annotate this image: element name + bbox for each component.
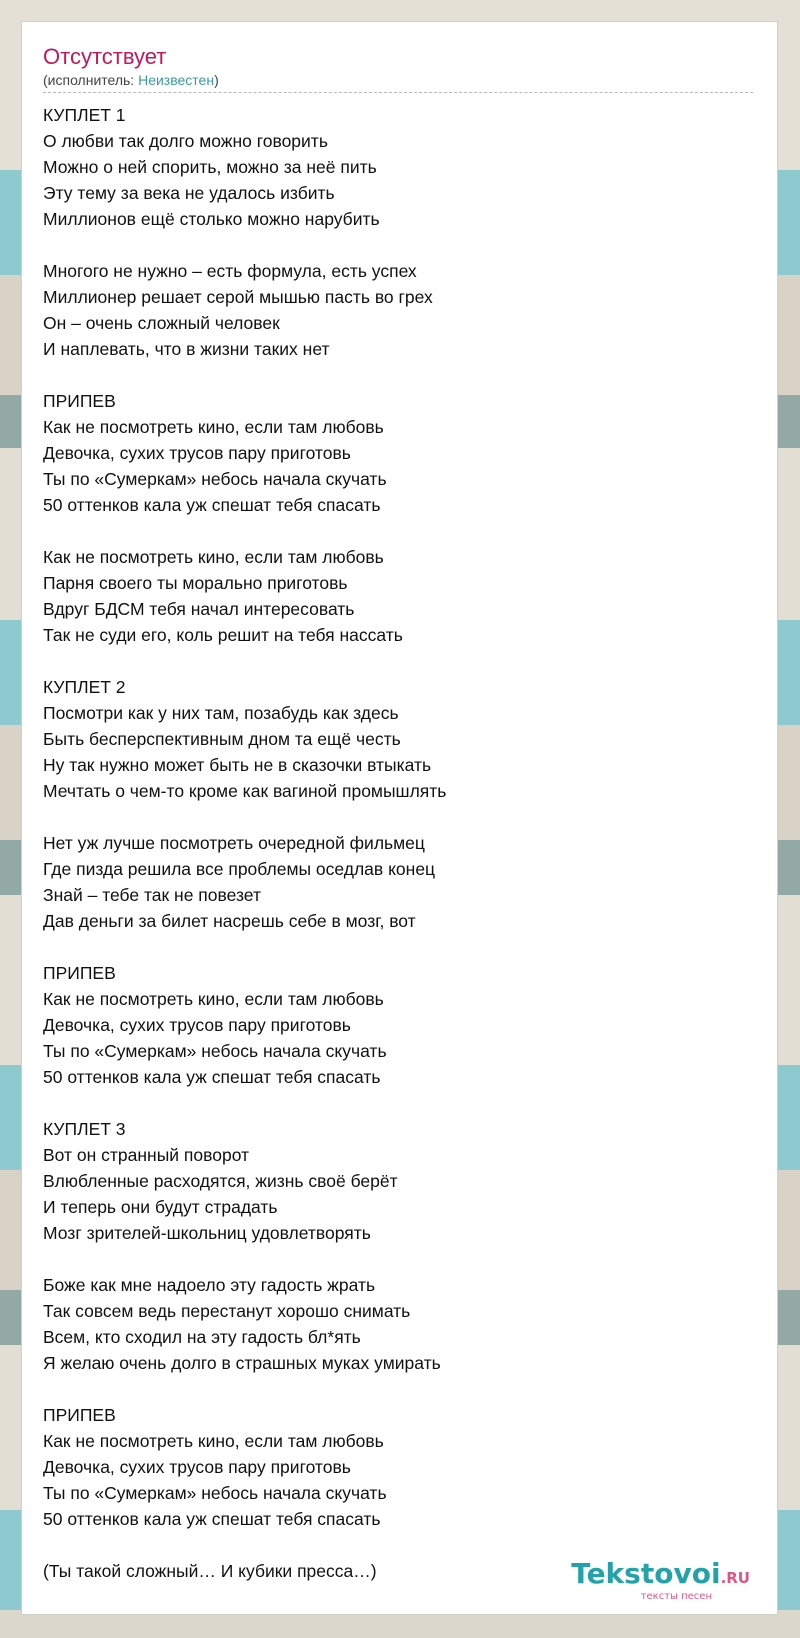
lyric-line: Ты по «Сумеркам» небось начала скучать bbox=[43, 1041, 387, 1061]
lyric-line: Так совсем ведь перестанут хорошо снимать bbox=[43, 1301, 411, 1321]
artist-line bbox=[43, 72, 219, 88]
lyric-line: (Ты такой сложный… И кубики пресса…) bbox=[43, 1561, 377, 1581]
lyric-line: Ну так нужно может быть не в сказочки втыкать bbox=[43, 755, 432, 775]
lyric-line: Так не суди его, коль решит на тебя нассать bbox=[43, 625, 403, 645]
artist-prefix: (исполнитель: bbox=[43, 72, 139, 88]
lyric-line: 50 оттенков кала уж спешат тебя спасать bbox=[43, 1509, 381, 1529]
lyric-line: Ты по «Сумеркам» небось начала скучать bbox=[43, 469, 387, 489]
lyric-blank-line bbox=[43, 804, 753, 830]
lyric-line: Посмотри как у них там, позабудь как здесь bbox=[43, 703, 399, 723]
logo-name: Tekstovoi bbox=[571, 1557, 721, 1590]
lyric-line: Дав деньги за билет насрешь себе в мозг, вот bbox=[43, 911, 416, 931]
lyric-line: Влюбленные расходятся, жизнь своё берёт bbox=[43, 1171, 398, 1191]
lyric-line: Можно о ней спорить, можно за неё пить bbox=[43, 157, 377, 177]
lyric-line: Миллионер решает серой мышью пасть во грех bbox=[43, 287, 433, 307]
lyric-line: ПРИПЕВ bbox=[43, 391, 116, 411]
lyric-line: КУПЛЕТ 3 bbox=[43, 1119, 126, 1139]
lyric-line: Где пизда решила все проблемы оседлав конец bbox=[43, 859, 436, 879]
lyric-line: И теперь они будут страдать bbox=[43, 1197, 278, 1217]
lyric-blank-line bbox=[43, 1532, 753, 1558]
lyric-blank-line bbox=[43, 1090, 753, 1116]
lyric-line: ПРИПЕВ bbox=[43, 1405, 116, 1425]
lyric-line: Быть бесперспективным дном та ещё честь bbox=[43, 729, 401, 749]
lyric-line: Как не посмотреть кино, если там любовь bbox=[43, 989, 384, 1009]
lyric-line: Он – очень сложный человек bbox=[43, 313, 280, 333]
lyric-line: КУПЛЕТ 1 bbox=[43, 105, 126, 125]
lyric-line: О любви так долго можно говорить bbox=[43, 131, 328, 151]
lyric-line: Эту тему за века не удалось избить bbox=[43, 183, 335, 203]
lyric-line: Многого не нужно – есть формула, есть успех bbox=[43, 261, 417, 281]
lyric-blank-line bbox=[43, 648, 753, 674]
lyric-line: Девочка, сухих трусов пару приготовь bbox=[43, 1457, 351, 1477]
lyric-line: Девочка, сухих трусов пару приготовь bbox=[43, 1015, 351, 1035]
lyric-line: И наплевать, что в жизни таких нет bbox=[43, 339, 330, 359]
title-divider bbox=[43, 92, 753, 93]
lyric-line: КУПЛЕТ 2 bbox=[43, 677, 126, 697]
artist-link[interactable]: Неизвестен bbox=[138, 72, 215, 88]
lyric-blank-line bbox=[43, 518, 753, 544]
song-title: Отсутствует bbox=[43, 44, 167, 69]
site-logo[interactable] bbox=[571, 1559, 750, 1602]
lyrics-card bbox=[21, 21, 778, 1615]
lyric-blank-line bbox=[43, 362, 753, 388]
lyric-blank-line bbox=[43, 934, 753, 960]
logo-tld: .RU bbox=[720, 1569, 750, 1587]
lyric-line: Миллионов ещё столько можно нарубить bbox=[43, 209, 380, 229]
lyric-line: Всем, кто сходил на эту гадость бл*ять bbox=[43, 1327, 361, 1347]
lyric-line: Как не посмотреть кино, если там любовь bbox=[43, 547, 384, 567]
lyric-line: 50 оттенков кала уж спешат тебя спасать bbox=[43, 1067, 381, 1087]
lyric-line: Мозг зрителей-школьниц удовлетворять bbox=[43, 1223, 371, 1243]
lyric-line: Мечтать о чем-то кроме как вагиной промышлять bbox=[43, 781, 447, 801]
lyric-line: 50 оттенков кала уж спешат тебя спасать bbox=[43, 495, 381, 515]
lyrics-text bbox=[43, 102, 753, 1584]
logo-wordmark bbox=[571, 1559, 750, 1593]
lyric-blank-line bbox=[43, 1376, 753, 1402]
lyric-line: Как не посмотреть кино, если там любовь bbox=[43, 1431, 384, 1451]
artist-suffix: ) bbox=[214, 72, 219, 88]
lyric-blank-line bbox=[43, 1246, 753, 1272]
lyric-line: Боже как мне надоело эту гадость жрать bbox=[43, 1275, 376, 1295]
logo-tagline: тексты песен bbox=[640, 1591, 712, 1602]
lyric-line: Вот он странный поворот bbox=[43, 1145, 250, 1165]
lyric-line: Нет уж лучше посмотреть очередной фильмец bbox=[43, 833, 425, 853]
lyric-line: Как не посмотреть кино, если там любовь bbox=[43, 417, 384, 437]
lyric-line: Знай – тебе так не повезет bbox=[43, 885, 261, 905]
lyric-line: Вдруг БДСМ тебя начал интересовать bbox=[43, 599, 355, 619]
lyric-line: Я желаю очень долго в страшных муках умирать bbox=[43, 1353, 441, 1373]
lyric-blank-line bbox=[43, 232, 753, 258]
lyric-line: Парня своего ты морально приготовь bbox=[43, 573, 348, 593]
lyric-line: Девочка, сухих трусов пару приготовь bbox=[43, 443, 351, 463]
lyric-line: ПРИПЕВ bbox=[43, 963, 116, 983]
lyric-line: Ты по «Сумеркам» небось начала скучать bbox=[43, 1483, 387, 1503]
